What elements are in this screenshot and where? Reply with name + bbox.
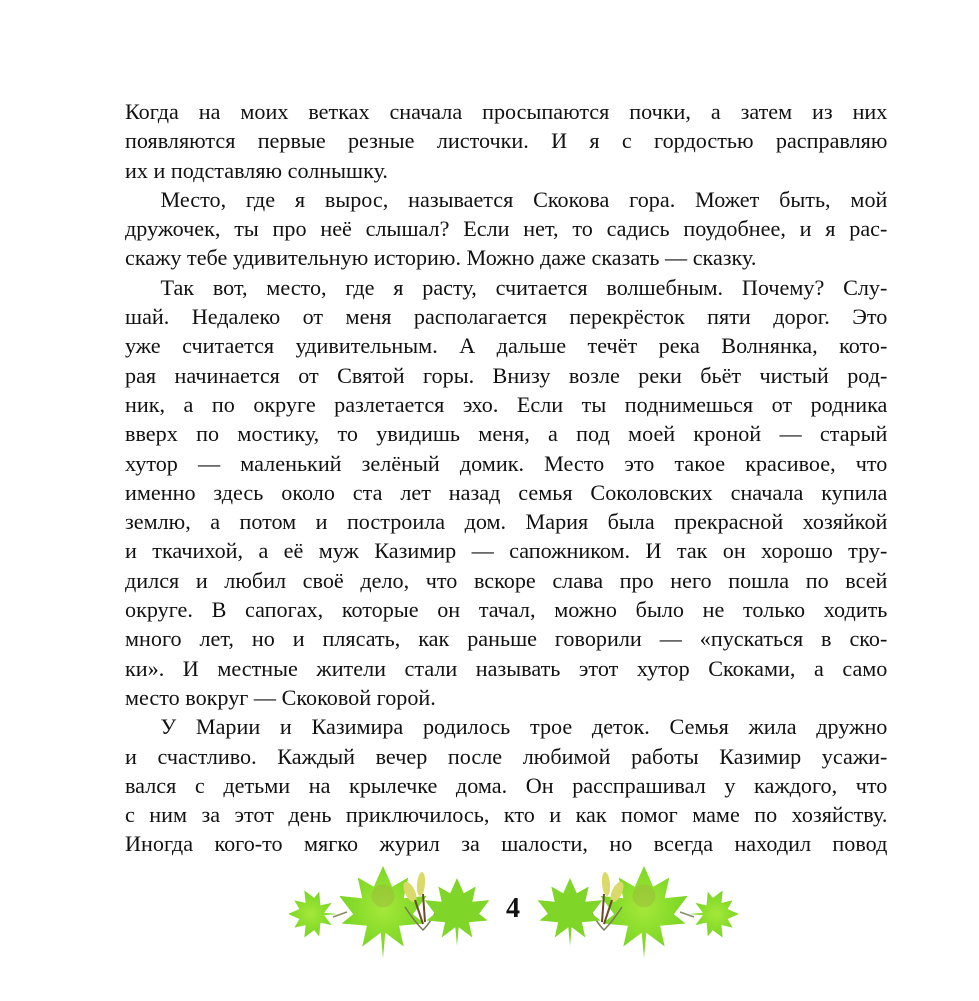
text-line: именно здесь около ста лет назад семья Соколовских сначала купила (125, 479, 888, 505)
text-line: Место, где я вырос, называется Скокова гора. Может быть, мой (160, 186, 888, 212)
maple-leaves-left-icon (275, 862, 490, 962)
text-line: много лет, но и плясать, как раньше говорили — «пускаться в ско- (125, 626, 888, 652)
text-line: округе. В сапогах, которые он тачал, можно было не только ходить (125, 597, 888, 623)
paragraph (125, 712, 887, 858)
text-line: вался с детьми на крылечке дома. Он расспрашивал у каждого, что (125, 772, 888, 798)
text-line: и счастливо. Каждый вечер после любимой работы Казимир усажи- (125, 743, 888, 769)
text-line: У Марии и Казимира родилось трое деток. Семья жила дружно (160, 714, 888, 740)
text-line: землю, а потом и построила дом. Мария была прекрасной хозяйкой (125, 509, 888, 535)
text-line: скажу тебе удивительную историю. Можно даже сказать — сказку. (125, 245, 757, 271)
paragraph (125, 185, 887, 273)
text-line: появляются первые резные листочки. И я с гордостью расправляю (125, 128, 888, 154)
text-line: Так вот, место, где я расту, считается волшебным. Почему? Слу- (160, 274, 888, 300)
text-line: ки». И местные жители стали называть этот хутор Скоками, а само (125, 655, 888, 681)
text-line: хутор — маленький зелёный домик. Место это такое красивое, что (125, 450, 888, 476)
page-text (125, 97, 887, 859)
text-line: Иногда кого-то мягко журил за шалости, но всегда находил повод (125, 831, 888, 857)
text-line: их и подставляю солнышку. (125, 157, 388, 183)
text-line: шай. Недалеко от меня располагается перекрёсток пяти дорог. Это (125, 304, 888, 330)
text-line: рая начинается от Святой горы. Внизу возле реки бьёт чистый род- (125, 362, 888, 388)
text-line: дился и любил своё дело, что вскоре слава про него пошла по всей (125, 567, 888, 593)
paragraph (125, 273, 887, 712)
maple-leaves-right-icon (537, 862, 752, 962)
text-line: Когда на моих ветках сначала просыпаются почки, а затем из них (125, 99, 888, 124)
paragraph (125, 97, 887, 185)
text-line: вверх по мостику, то увидишь меня, а под моей кроной — старый (125, 421, 888, 447)
text-line: с ним за этот день приключилось, кто и как помог маме по хозяйству. (125, 802, 888, 828)
text-line: ник, а по округе разлетается эхо. Если ты поднимешься от родника (125, 391, 888, 417)
text-line: уже считается удивительным. А дальше течёт река Волнянка, кото- (125, 333, 888, 359)
text-line: место вокруг — Скоковой горой. (125, 684, 436, 710)
page-number: 4 (506, 893, 520, 924)
text-line: дружочек, ты про неё слышал? Если нет, то садись поудобнее, и я рас- (125, 216, 888, 242)
text-line: и ткачихой, а её муж Казимир — сапожником. И так он хорошо тру- (125, 538, 888, 564)
